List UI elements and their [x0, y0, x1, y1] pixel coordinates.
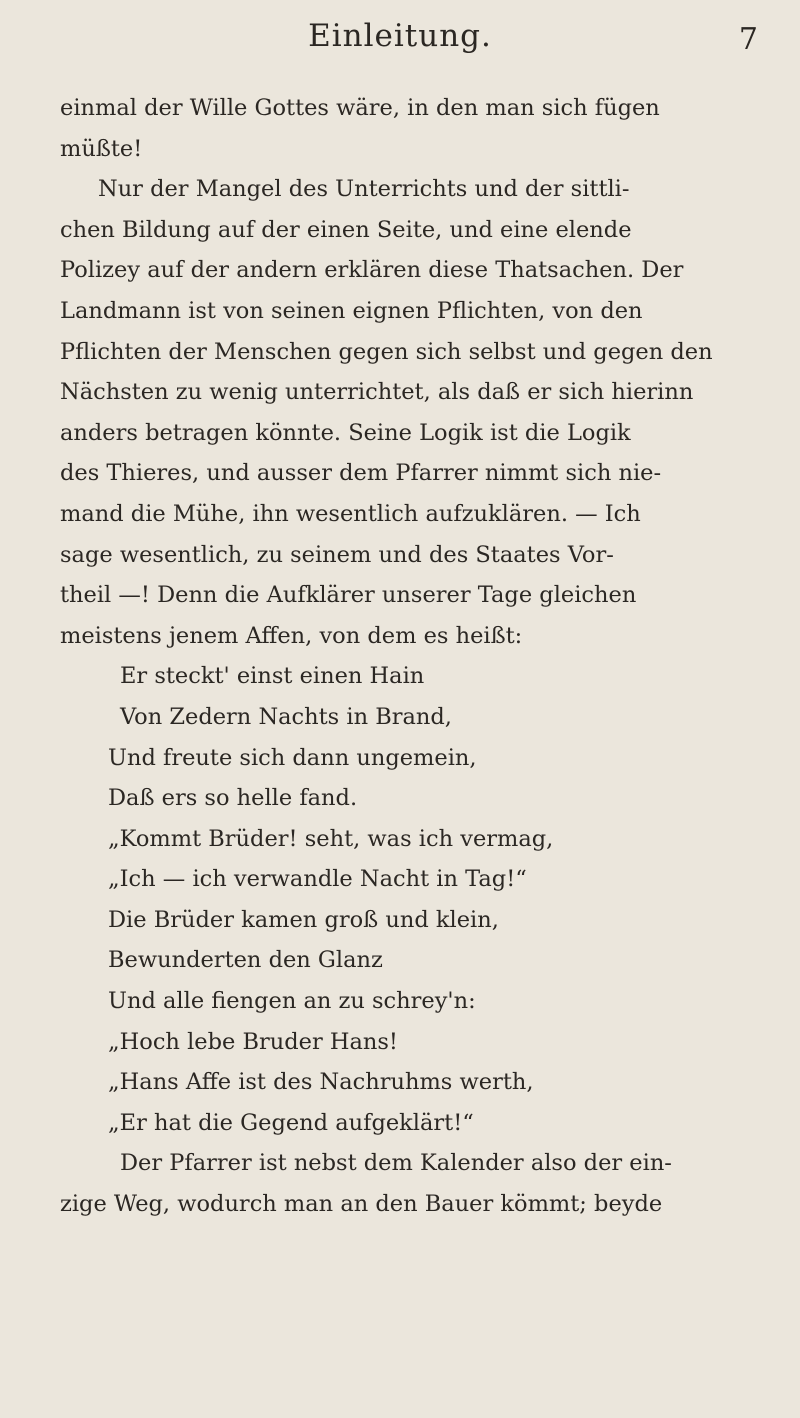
- text-line: des Thieres, und ausser dem Pfarrer nimmt sich nie-: [60, 460, 662, 487]
- verse-line: Die Brüder kamen groß und klein,: [108, 906, 499, 933]
- text-line: zige Weg, wodurch man an den Bauer kömmt; beyde: [60, 1191, 663, 1218]
- text-line: meistens jenem Affen, von dem es heißt:: [60, 622, 523, 649]
- text-line: theil —! Denn die Aufklärer unserer Tage gleichen: [60, 582, 637, 609]
- verse-line: Von Zedern Nachts in Brand,: [120, 703, 452, 730]
- text-line: Polizey auf der andern erklären diese Thatsachen. Der: [60, 257, 684, 284]
- text-line: Nächsten zu wenig unterrichtet, als daß er sich hierinn: [60, 379, 694, 406]
- chapter-title: Einleitung.: [308, 18, 492, 54]
- verse-line: „Hoch lebe Bruder Hans!: [108, 1028, 398, 1055]
- text-line: sage wesentlich, zu seinem und des Staates Vor-: [60, 541, 614, 568]
- body-text: [60, 88, 772, 1225]
- verse-line: „Ich — ich verwandle Nacht in Tag!“: [108, 866, 527, 893]
- verse-line: Daß ers so helle fand.: [108, 785, 358, 812]
- verse-line: Er steckt' einst einen Hain: [120, 663, 425, 690]
- text-line: einmal der Wille Gottes wäre, in den man sich fügen: [60, 95, 660, 121]
- text-line: mand die Mühe, ihn wesentlich aufzuklären. — Ich: [60, 500, 641, 527]
- verse-line: Bewunderten den Glanz: [108, 947, 383, 974]
- verse-line: Und alle fiengen an zu schrey'n:: [108, 988, 476, 1015]
- text-line: Der Pfarrer ist nebst dem Kalender also der ein-: [120, 1150, 672, 1177]
- verse-line: Und freute sich dann ungemein,: [108, 744, 477, 771]
- page-number: 7: [738, 22, 758, 57]
- verse-line: „Hans Affe ist des Nachruhms werth,: [108, 1069, 534, 1096]
- text-line: Nur der Mangel des Unterrichts und der sittli-: [98, 176, 630, 203]
- text-line: Landmann ist von seinen eignen Pflichten, von den: [60, 297, 643, 324]
- running-head: [0, 18, 800, 74]
- text-line: anders betragen könnte. Seine Logik ist die Logik: [60, 419, 631, 446]
- text-line: müßte!: [60, 135, 143, 162]
- verse-line: „Kommt Brüder! seht, was ich vermag,: [108, 825, 554, 852]
- text-line: Pflichten der Menschen gegen sich selbst und gegen den: [60, 338, 713, 365]
- text-line: chen Bildung auf der einen Seite, und eine elende: [60, 216, 632, 243]
- verse-line: „Er hat die Gegend aufgeklärt!“: [108, 1109, 474, 1136]
